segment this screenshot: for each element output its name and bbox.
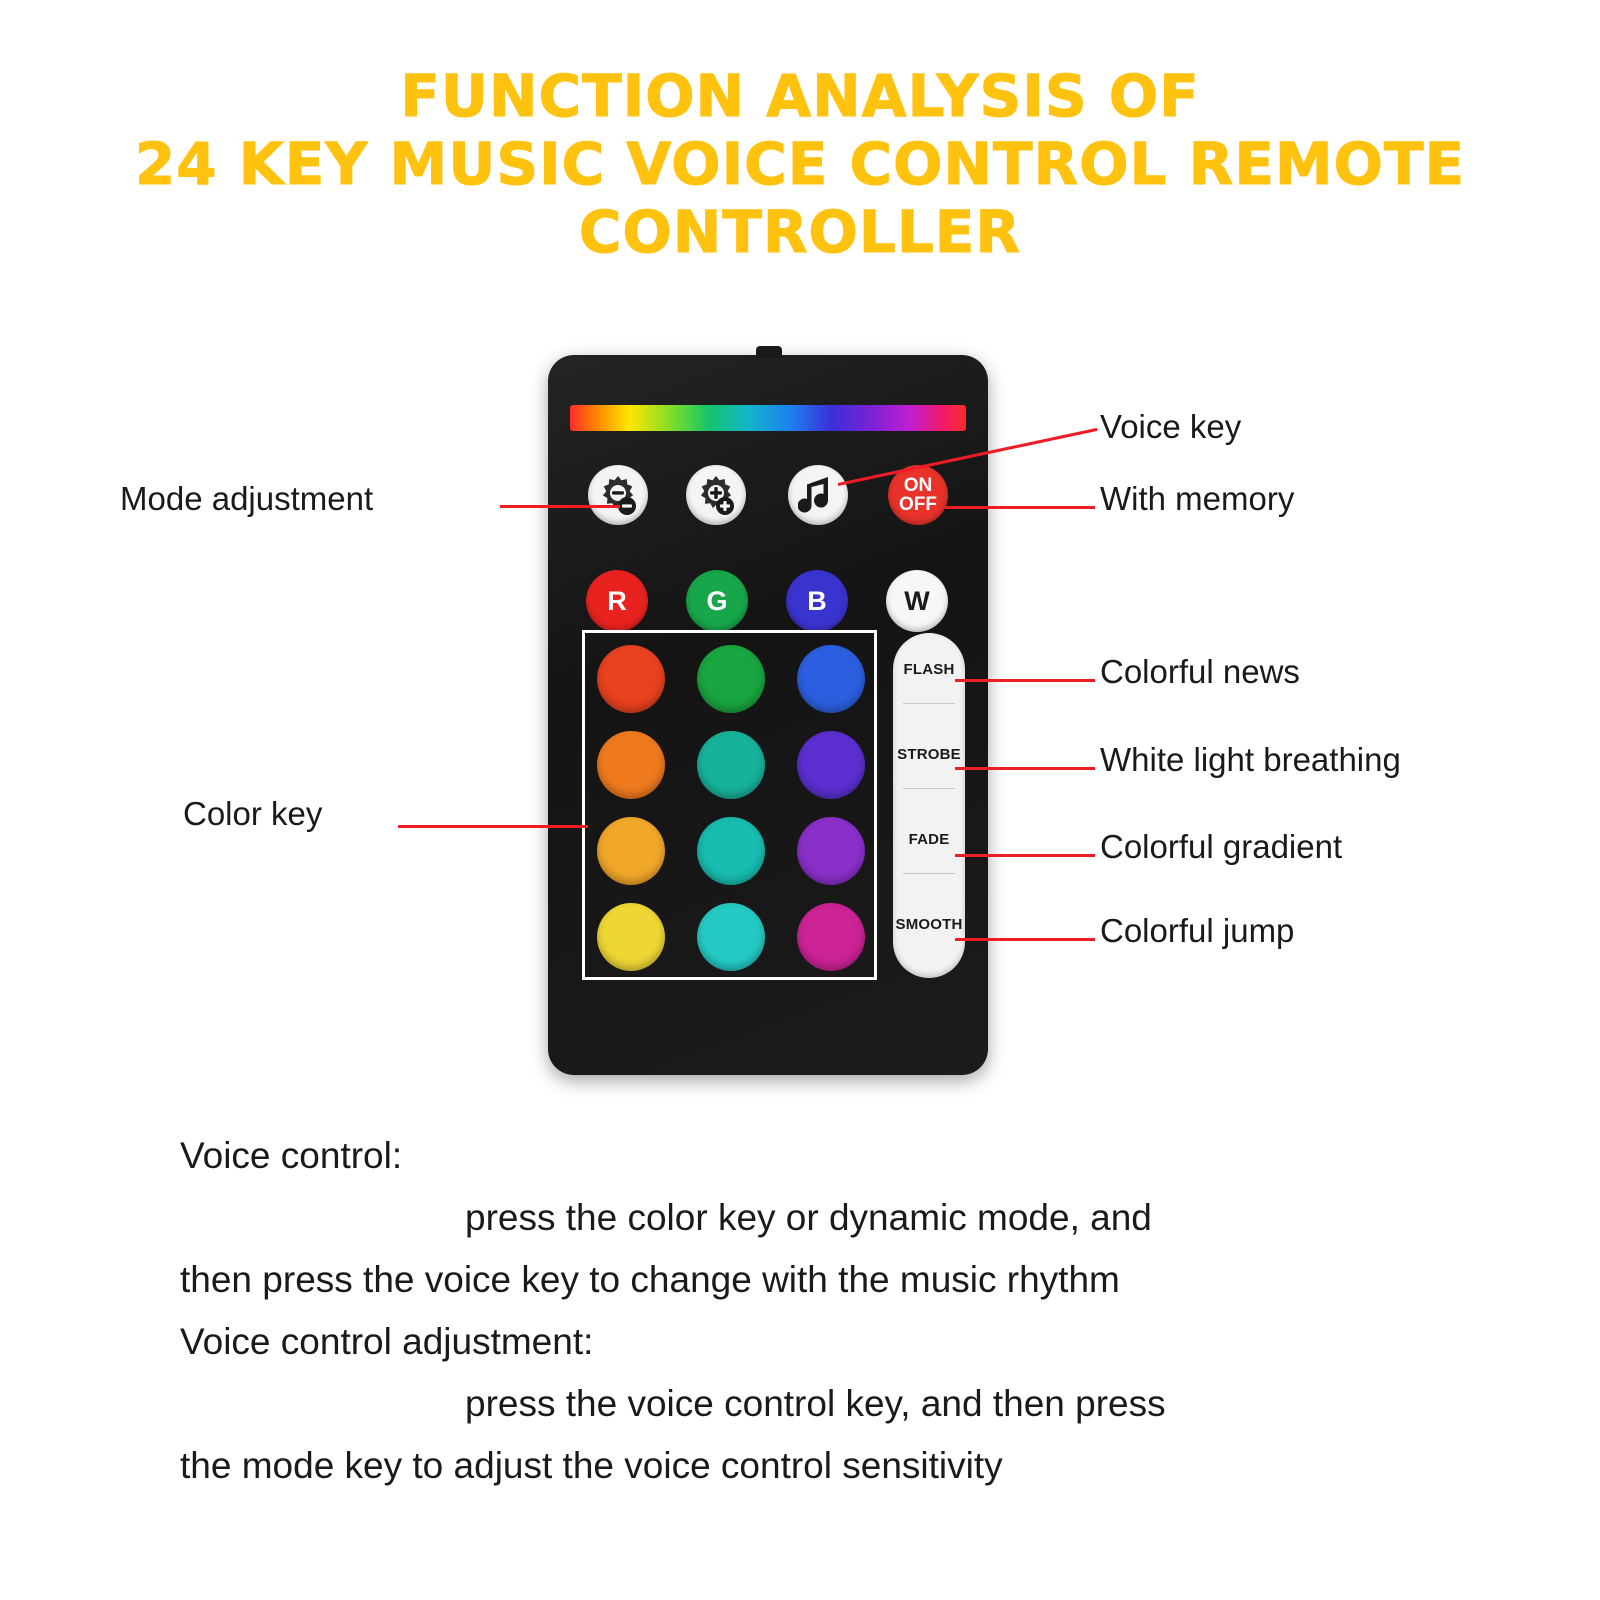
color-key-group [582, 630, 877, 980]
color-key-5[interactable] [697, 731, 765, 799]
smooth-key[interactable]: SMOOTH [895, 916, 963, 933]
gear-plus-icon [693, 472, 739, 518]
callout-white-light-breathing: White light breathing [1100, 741, 1401, 778]
white-key-label: W [904, 585, 930, 616]
title-line-2: 24 KEY MUSIC VOICE CONTROL REMOTE [134, 130, 1466, 198]
mode-minus-key[interactable] [588, 465, 648, 525]
instructions-line-1: press the color key or dynamic mode, and [465, 1197, 1152, 1238]
leader-line-color-key [398, 825, 588, 828]
blue-key[interactable] [786, 570, 848, 632]
callout-colorful-jump: Colorful jump [1100, 912, 1295, 949]
callout-color-key: Color key [183, 795, 323, 832]
mode-sep-1 [903, 703, 955, 704]
instructions-line-2: then press the voice key to change with the music rhythm [180, 1259, 1120, 1300]
color-key-8[interactable] [697, 817, 765, 885]
callout-mode-adjustment: Mode adjustment [120, 480, 374, 517]
rainbow-strip [570, 405, 966, 431]
color-key-6[interactable] [797, 731, 865, 799]
mode-sep-3 [903, 873, 955, 874]
color-key-3[interactable] [797, 645, 865, 713]
color-key-9[interactable] [797, 817, 865, 885]
on-label: ON [903, 475, 933, 496]
music-note-icon [798, 473, 838, 517]
page-title [0, 62, 1600, 266]
callout-colorful-gradient: Colorful gradient [1100, 828, 1343, 865]
strobe-key[interactable]: STROBE [897, 746, 961, 763]
mode-sep-2 [903, 788, 955, 789]
red-key-label: R [607, 585, 627, 616]
flash-key[interactable]: FLASH [903, 661, 955, 678]
leader-line-with-memory [945, 506, 1095, 509]
mode-plus-key[interactable] [686, 465, 746, 525]
leader-line-colorful-gradient [955, 854, 1095, 857]
remote-top-nub [756, 346, 782, 358]
on-off-key[interactable] [888, 465, 948, 525]
leader-line-colorful-jump [955, 938, 1095, 941]
title-line-3: CONTROLLER [578, 198, 1022, 266]
callout-with-memory: With memory [1100, 480, 1295, 517]
instructions-line-3: press the voice control key, and then press [465, 1383, 1166, 1424]
mode-key-pill [893, 633, 965, 978]
instructions-block [180, 1125, 1480, 1497]
instructions-heading-2: Voice control adjustment: [180, 1321, 594, 1362]
callout-colorful-news: Colorful news [1100, 653, 1300, 690]
leader-line-white-light-breathing [955, 767, 1095, 770]
color-key-7[interactable] [597, 817, 665, 885]
remote-controller [548, 355, 988, 1075]
red-key[interactable] [586, 570, 648, 632]
gear-minus-icon [595, 472, 641, 518]
callout-voice-key: Voice key [1100, 408, 1242, 445]
instructions-line-4: the mode key to adjust the voice control sensitivity [180, 1445, 1003, 1486]
color-key-12[interactable] [797, 903, 865, 971]
green-key-label: G [706, 585, 728, 616]
fade-key[interactable]: FADE [908, 831, 950, 848]
voice-key[interactable] [788, 465, 848, 525]
off-label: OFF [899, 494, 937, 515]
title-line-1: FUNCTION ANALYSIS OF [400, 62, 1200, 130]
color-key-11[interactable] [697, 903, 765, 971]
color-key-2[interactable] [697, 645, 765, 713]
color-key-1[interactable] [597, 645, 665, 713]
leader-line-mode-adjustment-2 [500, 505, 620, 508]
white-key[interactable] [886, 570, 948, 632]
leader-line-colorful-news [955, 679, 1095, 682]
green-key[interactable] [686, 570, 748, 632]
blue-key-label: B [807, 585, 827, 616]
color-key-10[interactable] [597, 903, 665, 971]
instructions-heading-1: Voice control: [180, 1135, 403, 1176]
color-key-4[interactable] [597, 731, 665, 799]
